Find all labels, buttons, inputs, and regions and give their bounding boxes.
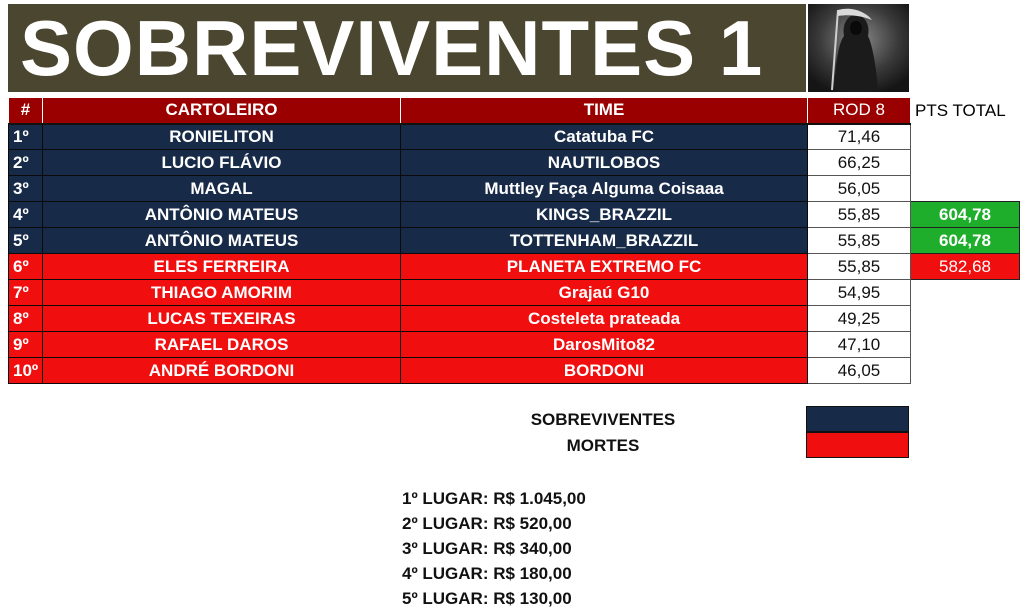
row-cartoleiro: LUCAS TEXEIRAS — [43, 306, 401, 332]
row-round-score: 55,85 — [808, 254, 911, 280]
row-round-score: 55,85 — [808, 228, 911, 254]
row-team: PLANETA EXTREMO FC — [401, 254, 808, 280]
row-round-score: 66,25 — [808, 150, 911, 176]
prize-third: 3º LUGAR: R$ 340,00 — [402, 539, 572, 558]
prize-second: 2º LUGAR: R$ 520,00 — [402, 514, 572, 533]
prize-list — [402, 486, 586, 611]
grim-reaper-icon — [808, 4, 909, 92]
prize-fifth: 5º LUGAR: R$ 130,00 — [402, 589, 572, 608]
row-position: 7º — [9, 280, 43, 306]
row-cartoleiro: ELES FERREIRA — [43, 254, 401, 280]
table-row — [9, 332, 1020, 358]
table-row — [9, 280, 1020, 306]
row-cartoleiro: RAFAEL DAROS — [43, 332, 401, 358]
row-total-empty — [911, 124, 1020, 150]
row-team: Muttley Faça Alguma Coisaaa — [401, 176, 808, 202]
row-total-empty — [911, 280, 1020, 306]
header-cartoleiro: CARTOLEIRO — [43, 98, 401, 124]
row-team: Costeleta prateada — [401, 306, 808, 332]
row-team: NAUTILOBOS — [401, 150, 808, 176]
row-total-empty — [911, 306, 1020, 332]
page-title: SOBREVIVENTES 1 — [8, 4, 806, 92]
row-position: 9º — [9, 332, 43, 358]
header-time: TIME — [401, 98, 808, 124]
header-round: ROD 8 — [808, 98, 911, 124]
row-total-empty — [911, 150, 1020, 176]
table-row — [9, 306, 1020, 332]
row-round-score: 56,05 — [808, 176, 911, 202]
row-position: 1º — [9, 124, 43, 150]
row-position: 2º — [9, 150, 43, 176]
ranking-table — [8, 97, 1020, 384]
legend-mortes-label: MORTES — [566, 436, 640, 455]
row-position: 8º — [9, 306, 43, 332]
row-cartoleiro: MAGAL — [43, 176, 401, 202]
row-cartoleiro: LUCIO FLÁVIO — [43, 150, 401, 176]
row-total-empty — [911, 176, 1020, 202]
legend-mortes-swatch — [806, 432, 909, 458]
row-position: 6º — [9, 254, 43, 280]
legend-sobreviventes-swatch — [806, 406, 909, 432]
table-row — [9, 150, 1020, 176]
legend-sobreviventes-label: SOBREVIVENTES — [530, 410, 676, 429]
row-cartoleiro: ANTÔNIO MATEUS — [43, 228, 401, 254]
row-round-score: 47,10 — [808, 332, 911, 358]
row-team: BORDONI — [401, 358, 808, 384]
prize-first: 1º LUGAR: R$ 1.045,00 — [402, 489, 586, 508]
row-position: 5º — [9, 228, 43, 254]
row-total-score: 604,78 — [911, 202, 1020, 228]
row-total-score: 582,68 — [911, 254, 1020, 280]
row-round-score: 49,25 — [808, 306, 911, 332]
row-position: 3º — [9, 176, 43, 202]
table-row — [9, 202, 1020, 228]
row-team: DarosMito82 — [401, 332, 808, 358]
row-round-score: 55,85 — [808, 202, 911, 228]
row-cartoleiro: ANDRÉ BORDONI — [43, 358, 401, 384]
prize-fourth: 4º LUGAR: R$ 180,00 — [402, 564, 572, 583]
table-row — [9, 254, 1020, 280]
table-row — [9, 228, 1020, 254]
row-cartoleiro: THIAGO AMORIM — [43, 280, 401, 306]
header-pts-total: PTS TOTAL — [911, 98, 1020, 124]
table-row — [9, 176, 1020, 202]
header-position: # — [9, 98, 43, 124]
row-total-score: 604,78 — [911, 228, 1020, 254]
table-row — [9, 124, 1020, 150]
row-team: Grajaú G10 — [401, 280, 808, 306]
row-team: KINGS_BRAZZIL — [401, 202, 808, 228]
row-round-score: 71,46 — [808, 124, 911, 150]
row-total-empty — [911, 358, 1020, 384]
row-round-score: 46,05 — [808, 358, 911, 384]
table-row — [9, 358, 1020, 384]
table-header-row — [9, 98, 1020, 124]
row-team: TOTTENHAM_BRAZZIL — [401, 228, 808, 254]
row-position: 4º — [9, 202, 43, 228]
row-position: 10º — [9, 358, 43, 384]
row-round-score: 54,95 — [808, 280, 911, 306]
row-cartoleiro: RONIELITON — [43, 124, 401, 150]
row-team: Catatuba FC — [401, 124, 808, 150]
row-total-empty — [911, 332, 1020, 358]
row-cartoleiro: ANTÔNIO MATEUS — [43, 202, 401, 228]
